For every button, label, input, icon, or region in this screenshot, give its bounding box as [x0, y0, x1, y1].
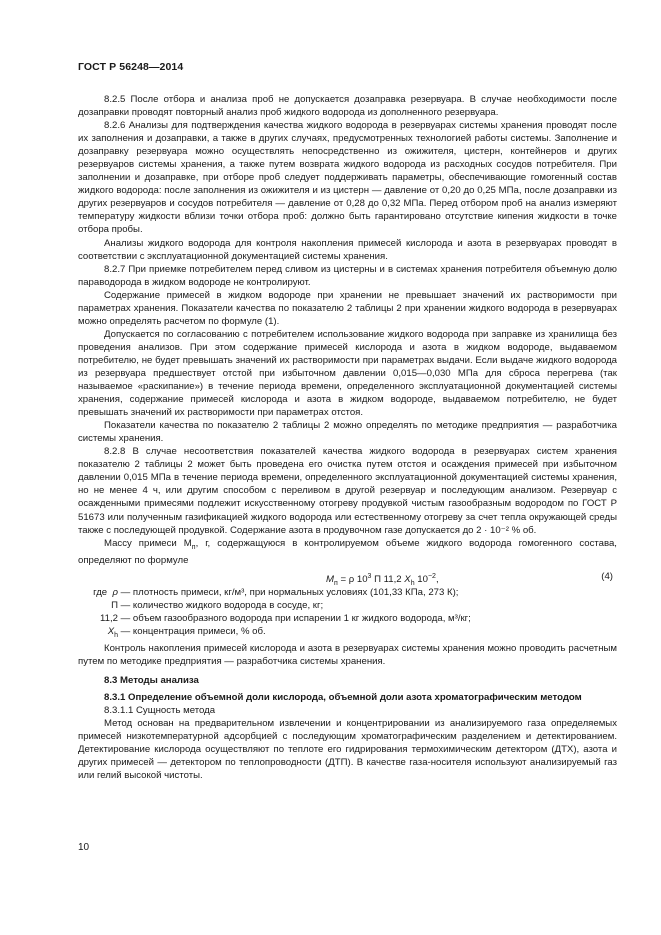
paragraph-method-essence: Метод основан на предварительном извлечении и концентрировании из анализируемого газа определяемых примесей низкотемпературной адсорбцией с последующим хроматографическим разделением и детектированием. Детектирование кислорода осуществляют по теплоте его гидрирования термохимическим детектором (ДТХ), азота и других примесей — детектором по теплопроводности (ДТП). В качестве газа-носителя используют анализируемый газ или гелий высокой чистоты.: [78, 717, 617, 782]
definition-rho: где ρ — плотность примеси, кг/м³, при нормальных условиях (101,33 КПа, 273 К);: [93, 586, 459, 598]
formula-expression: $M_п = \rho$ $10^3$ П 11,2 $X_h$ $10^{-2}$,: [326, 572, 439, 587]
paragraph-827: 8.2.7 При приемке потребителем перед сливом из цистерны и в системах хранения потребителя объемную долю параводорода в жидком водороде не контролируют.: [78, 263, 617, 288]
paragraph-allowed-use: Допускается по согласованию с потребителем использование жидкого водорода при заправке из хранилища без проведения анализов. При этом содержание примесей кислорода и азота в жидком водороде, выдаваемом потребителю, не будет превышать значений их растворимости при параметрах выдачи. Если выдаче жидкого водорода из резервуара предшествует отстой при избыточном давлении 0,015—0,030 МПа для сброса перегрева (так называемое «раскипание») в течение периода времени, определенного эксплуатационной документацией системы хранения, содержание примесей кислорода и азота в жидком водороде, выдаваемом потребителю, не будет превышать значений их растворимости при параметрах отстоя.: [78, 328, 617, 419]
document-body: [78, 93, 617, 782]
section-8-3-1-1-title: 8.3.1.1 Сущность метода: [104, 704, 216, 716]
formula-4: [78, 569, 617, 585]
paragraph-analysis-control: Анализы жидкого водорода для контроля накопления примесей кислорода и азота в резервуарах проводят в соответствии с эксплуатационной документацией системы хранения.: [78, 237, 617, 262]
document-header: ГОСТ Р 56248—2014: [78, 61, 184, 73]
paragraph-826: 8.2.6 Анализы для подтверждения качества жидкого водорода в резервуарах системы хранения проводят после их заполнения и дозаправки, а также в других случаях, предусмотренных технологией работы системы. Заполнение и дозаправку резервуара можно осуществлять непосредственно из ожижителя, цистерн, контейнеров и других резервуаров системы хранения, а также путем возврата жидкого водорода из расходных сосудов потребителя. При заполнении и дозаправке, при отборе проб следует поддерживать параметры, обеспечивающие гомогенный состав жидкого водорода: после заполнения из ожижителя и из цистерн — давление от 0,20 до 0,25 МПа, после дозаправки из других резервуаров и сосудов потребителя — давление от 0,28 до 0,32 МПа. Перед отбором проб на анализ измеряют температуру жидкости вблизи точки отбора проб: должно быть гарантировано отсутствие кипения жидкости в точке отбора пробы.: [78, 120, 617, 236]
formula-definitions: [78, 586, 617, 642]
paragraph-accumulation-control: Контроль накопления примесей кислорода и азота в резервуарах системы хранения можно проводить расчетным путем по методике предприятия — разработчика системы хранения.: [78, 642, 617, 667]
definition-p: П — количество жидкого водорода в сосуде, кг;: [111, 599, 324, 611]
paragraph-impurity-content: Содержание примесей в жидком водороде при хранении не превышает значений их растворимости при параметрах хранения. Показатели качества по показателю 2 таблицы 2 при хранении жидкого водорода в резервуарах можно определять расчетом по формуле (1).: [78, 289, 617, 327]
formula-number: (4): [601, 570, 613, 582]
section-8-3-title: 8.3 Методы анализа: [104, 674, 199, 686]
paragraph-mass-intro: Массу примеси $М_п$, г, содержащуюся в контролируемом объеме жидкого водорода гомогенного состава, определяют по формуле: [78, 537, 617, 566]
section-8-3-1-title: 8.3.1 Определение объемной доли кислорода, объемной доли азота хроматографическим методом: [104, 691, 582, 703]
paragraph-quality-method: Показатели качества по показателю 2 таблицы 2 можно определять по методике предприятия — разработчика системы хранения.: [78, 420, 617, 445]
paragraph-825: 8.2.5 После отбора и анализа проб не допускается дозаправка резервуара. В случае необходимости после дозаправки проводят повторный анализ проб жидкого водорода из дополненного резервуара.: [78, 94, 617, 119]
definition-xh: $X_h$ — концентрация примеси, % об.: [107, 625, 266, 639]
definition-11-2: 11,2 — объем газообразного водорода при испарении 1 кг жидкого водорода, м³/кг;: [100, 612, 471, 624]
paragraph-828: 8.2.8 В случае несоответствия показателей качества жидкого водорода в резервуарах систем хранения показателю 2 таблицы 2 может быть проведена его очистка путем отстоя и осаждения примесей при избыточном давлении 0,015 МПа в течение периода времени, определенного эксплуатационной документацией системы хранения, но не менее 4 ч, или другим способом с переливом в другой резервуар и последующим анализом. Резервуар с осажденными примесями подлежит искусственному отогреву продувкой чистым газообразным водородом по ГОСТ Р 51673 или полученным газификацией жидкого водорода или естественному отогреву за счет тепла окружающей среды также с последующей продувкой. Содержание азота в продувочном газе допускается до 2 · 10⁻² % об.: [78, 446, 617, 536]
page-number: 10: [78, 842, 90, 853]
